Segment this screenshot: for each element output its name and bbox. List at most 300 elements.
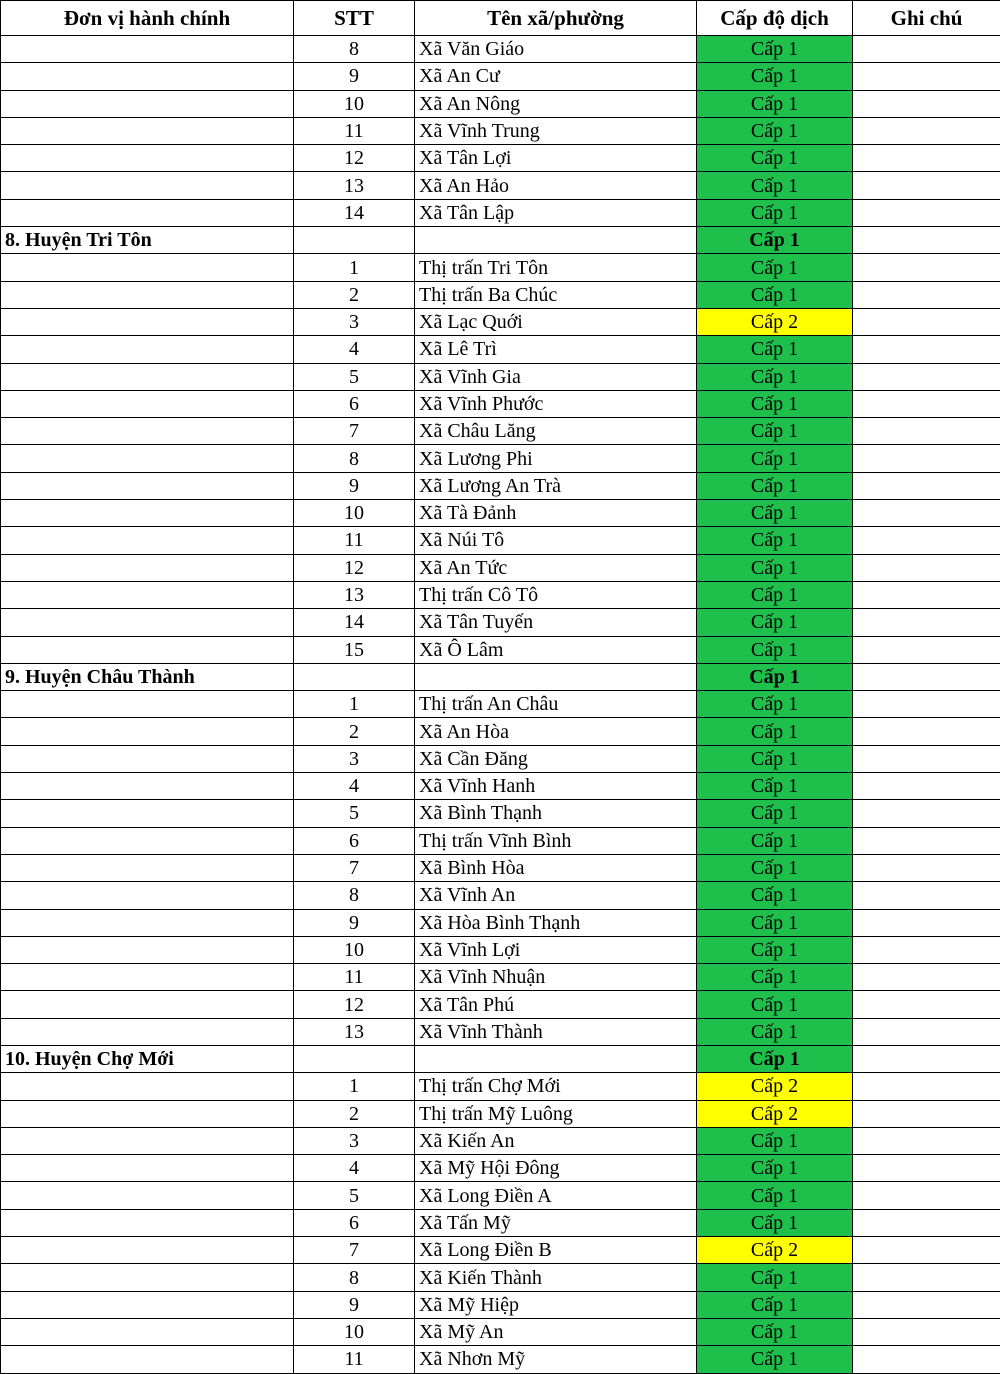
- note-cell: [853, 227, 1000, 254]
- table-row: [1, 854, 1000, 881]
- unit-cell: [1, 554, 294, 581]
- level-cell: Cấp 1: [697, 1155, 853, 1182]
- table-header: [1, 1, 1000, 36]
- note-cell: [853, 882, 1000, 909]
- unit-cell: [1, 964, 294, 991]
- note-cell: [853, 500, 1000, 527]
- stt-cell: 13: [294, 172, 415, 199]
- name-cell: Xã An Tức: [415, 554, 697, 581]
- name-cell: Xã Cần Đăng: [415, 745, 697, 772]
- name-cell: Xã Lương An Trà: [415, 472, 697, 499]
- note-cell: [853, 1346, 1000, 1373]
- level-cell: Cấp 2: [697, 1237, 853, 1264]
- unit-cell: [1, 308, 294, 335]
- note-cell: [853, 1182, 1000, 1209]
- name-cell: [415, 663, 697, 690]
- stt-cell: 4: [294, 1155, 415, 1182]
- note-cell: [853, 308, 1000, 335]
- unit-cell: 9. Huyện Châu Thành: [1, 663, 294, 690]
- name-cell: Xã Vĩnh Trung: [415, 117, 697, 144]
- name-cell: Thị trấn Cô Tô: [415, 581, 697, 608]
- unit-cell: [1, 718, 294, 745]
- stt-cell: 9: [294, 909, 415, 936]
- unit-cell: [1, 199, 294, 226]
- table-row: [1, 800, 1000, 827]
- unit-cell: [1, 36, 294, 63]
- table-row: [1, 691, 1000, 718]
- level-cell: Cấp 1: [697, 554, 853, 581]
- unit-cell: [1, 1291, 294, 1318]
- table-row: [1, 1318, 1000, 1345]
- unit-cell: [1, 472, 294, 499]
- level-cell: Cấp 1: [697, 854, 853, 881]
- level-cell: Cấp 1: [697, 882, 853, 909]
- name-cell: Xã Kiến Thành: [415, 1264, 697, 1291]
- level-cell: Cấp 1: [697, 199, 853, 226]
- unit-cell: [1, 636, 294, 663]
- unit-cell: [1, 500, 294, 527]
- level-cell: Cấp 1: [697, 991, 853, 1018]
- table-row: [1, 964, 1000, 991]
- unit-cell: [1, 117, 294, 144]
- note-cell: [853, 854, 1000, 881]
- note-cell: [853, 390, 1000, 417]
- level-cell: Cấp 1: [697, 936, 853, 963]
- level-cell: Cấp 1: [697, 472, 853, 499]
- name-cell: Xã Lạc Quới: [415, 308, 697, 335]
- note-cell: [853, 1209, 1000, 1236]
- note-cell: [853, 800, 1000, 827]
- note-cell: [853, 363, 1000, 390]
- note-cell: [853, 991, 1000, 1018]
- note-cell: [853, 527, 1000, 554]
- unit-cell: [1, 90, 294, 117]
- table-row: [1, 199, 1000, 226]
- level-cell: Cấp 1: [697, 390, 853, 417]
- unit-cell: [1, 172, 294, 199]
- unit-cell: [1, 745, 294, 772]
- name-cell: Xã Vĩnh Lợi: [415, 936, 697, 963]
- table-row: [1, 636, 1000, 663]
- level-cell: Cấp 1: [697, 117, 853, 144]
- district-row: [1, 663, 1000, 690]
- table-body: [1, 36, 1000, 1374]
- note-cell: [853, 281, 1000, 308]
- name-cell: Xã Tấn Mỹ: [415, 1209, 697, 1236]
- stt-cell: 9: [294, 63, 415, 90]
- stt-cell: 3: [294, 308, 415, 335]
- unit-cell: [1, 691, 294, 718]
- level-cell: Cấp 1: [697, 1045, 853, 1072]
- name-cell: Xã Ô Lâm: [415, 636, 697, 663]
- table-row: [1, 1155, 1000, 1182]
- name-cell: Xã Tân Lập: [415, 199, 697, 226]
- table-row: [1, 336, 1000, 363]
- note-cell: [853, 145, 1000, 172]
- note-cell: [853, 36, 1000, 63]
- table-row: [1, 827, 1000, 854]
- unit-cell: [1, 363, 294, 390]
- stt-cell: 9: [294, 1291, 415, 1318]
- note-cell: [853, 172, 1000, 199]
- unit-cell: [1, 991, 294, 1018]
- level-cell: Cấp 1: [697, 145, 853, 172]
- table-row: [1, 172, 1000, 199]
- note-cell: [853, 1073, 1000, 1100]
- note-cell: [853, 827, 1000, 854]
- stt-cell: 6: [294, 1209, 415, 1236]
- stt-cell: 13: [294, 581, 415, 608]
- district-row: [1, 227, 1000, 254]
- stt-cell: 8: [294, 1264, 415, 1291]
- note-cell: [853, 691, 1000, 718]
- note-cell: [853, 1127, 1000, 1154]
- unit-cell: [1, 1127, 294, 1154]
- name-cell: Thị trấn An Châu: [415, 691, 697, 718]
- table-row: [1, 1291, 1000, 1318]
- level-cell: Cấp 1: [697, 800, 853, 827]
- note-cell: [853, 1018, 1000, 1045]
- level-cell: Cấp 1: [697, 363, 853, 390]
- table-row: [1, 36, 1000, 63]
- name-cell: Xã Vĩnh Hanh: [415, 773, 697, 800]
- level-cell: Cấp 1: [697, 445, 853, 472]
- stt-cell: 6: [294, 827, 415, 854]
- name-cell: Xã Tân Phú: [415, 991, 697, 1018]
- level-cell: Cấp 1: [697, 1291, 853, 1318]
- name-cell: Xã Lương Phi: [415, 445, 697, 472]
- stt-cell: 1: [294, 691, 415, 718]
- unit-cell: [1, 1182, 294, 1209]
- stt-cell: 10: [294, 1318, 415, 1345]
- name-cell: Xã Tân Tuyến: [415, 609, 697, 636]
- table-row: [1, 418, 1000, 445]
- table-row: [1, 991, 1000, 1018]
- stt-cell: 8: [294, 882, 415, 909]
- unit-cell: [1, 281, 294, 308]
- level-cell: Cấp 1: [697, 964, 853, 991]
- note-cell: [853, 909, 1000, 936]
- name-cell: Xã Mỹ An: [415, 1318, 697, 1345]
- level-cell: Cấp 1: [697, 527, 853, 554]
- note-cell: [853, 90, 1000, 117]
- level-cell: Cấp 1: [697, 281, 853, 308]
- unit-cell: [1, 336, 294, 363]
- stt-cell: 5: [294, 363, 415, 390]
- name-cell: [415, 227, 697, 254]
- name-cell: Xã Mỹ Hiệp: [415, 1291, 697, 1318]
- name-cell: Xã Tân Lợi: [415, 145, 697, 172]
- unit-cell: [1, 1100, 294, 1127]
- unit-cell: [1, 827, 294, 854]
- name-cell: Xã Vĩnh Nhuận: [415, 964, 697, 991]
- level-cell: Cấp 1: [697, 172, 853, 199]
- unit-cell: [1, 1155, 294, 1182]
- header-stt: STT: [294, 1, 415, 36]
- note-cell: [853, 663, 1000, 690]
- table-row: [1, 63, 1000, 90]
- table-row: [1, 117, 1000, 144]
- table-row: [1, 554, 1000, 581]
- stt-cell: 12: [294, 991, 415, 1018]
- table-row: [1, 445, 1000, 472]
- name-cell: Xã Lê Trì: [415, 336, 697, 363]
- name-cell: Xã Vĩnh Gia: [415, 363, 697, 390]
- stt-cell: 9: [294, 472, 415, 499]
- table-row: [1, 909, 1000, 936]
- unit-cell: [1, 609, 294, 636]
- table-row: [1, 145, 1000, 172]
- name-cell: Xã Bình Hòa: [415, 854, 697, 881]
- level-cell: Cấp 1: [697, 1264, 853, 1291]
- level-cell: Cấp 1: [697, 1346, 853, 1373]
- name-cell: Xã An Hòa: [415, 718, 697, 745]
- stt-cell: 13: [294, 1018, 415, 1045]
- table-row: [1, 773, 1000, 800]
- unit-cell: [1, 800, 294, 827]
- unit-cell: 10. Huyện Chợ Mới: [1, 1045, 294, 1072]
- level-cell: Cấp 2: [697, 1073, 853, 1100]
- note-cell: [853, 718, 1000, 745]
- header-level: Cấp độ dịch: [697, 1, 853, 36]
- unit-cell: [1, 1237, 294, 1264]
- stt-cell: 5: [294, 800, 415, 827]
- level-cell: Cấp 1: [697, 718, 853, 745]
- name-cell: Xã Mỹ Hội Đông: [415, 1155, 697, 1182]
- note-cell: [853, 745, 1000, 772]
- level-cell: Cấp 1: [697, 636, 853, 663]
- stt-cell: 12: [294, 554, 415, 581]
- name-cell: Xã Long Điền B: [415, 1237, 697, 1264]
- table-row: [1, 472, 1000, 499]
- table-row: [1, 1073, 1000, 1100]
- unit-cell: 8. Huyện Tri Tôn: [1, 227, 294, 254]
- level-cell: Cấp 1: [697, 909, 853, 936]
- stt-cell: 10: [294, 90, 415, 117]
- stt-cell: 5: [294, 1182, 415, 1209]
- unit-cell: [1, 145, 294, 172]
- stt-cell: 11: [294, 1346, 415, 1373]
- table-row: [1, 500, 1000, 527]
- level-cell: Cấp 1: [697, 418, 853, 445]
- name-cell: Xã Châu Lăng: [415, 418, 697, 445]
- table-row: [1, 1182, 1000, 1209]
- stt-cell: 1: [294, 1073, 415, 1100]
- name-cell: Xã Vĩnh Phước: [415, 390, 697, 417]
- table-row: [1, 1264, 1000, 1291]
- name-cell: Xã An Cư: [415, 63, 697, 90]
- stt-cell: [294, 227, 415, 254]
- table-row: [1, 254, 1000, 281]
- level-cell: Cấp 1: [697, 336, 853, 363]
- table-row: [1, 363, 1000, 390]
- unit-cell: [1, 1264, 294, 1291]
- note-cell: [853, 936, 1000, 963]
- stt-cell: 4: [294, 773, 415, 800]
- unit-cell: [1, 854, 294, 881]
- level-cell: Cấp 1: [697, 1182, 853, 1209]
- name-cell: Xã Tà Đảnh: [415, 500, 697, 527]
- note-cell: [853, 1264, 1000, 1291]
- table-row: [1, 390, 1000, 417]
- level-cell: Cấp 1: [697, 254, 853, 281]
- stt-cell: 3: [294, 1127, 415, 1154]
- level-cell: Cấp 1: [697, 1209, 853, 1236]
- level-cell: Cấp 1: [697, 227, 853, 254]
- name-cell: Xã An Hảo: [415, 172, 697, 199]
- level-cell: Cấp 1: [697, 36, 853, 63]
- unit-cell: [1, 1073, 294, 1100]
- table-row: [1, 609, 1000, 636]
- name-cell: Xã Bình Thạnh: [415, 800, 697, 827]
- level-cell: Cấp 1: [697, 827, 853, 854]
- unit-cell: [1, 936, 294, 963]
- header-unit: Đơn vị hành chính: [1, 1, 294, 36]
- unit-cell: [1, 1318, 294, 1345]
- unit-cell: [1, 390, 294, 417]
- table-row: [1, 1018, 1000, 1045]
- table-row: [1, 882, 1000, 909]
- level-cell: Cấp 1: [697, 663, 853, 690]
- stt-cell: 7: [294, 418, 415, 445]
- name-cell: Thị trấn Tri Tôn: [415, 254, 697, 281]
- unit-cell: [1, 909, 294, 936]
- unit-cell: [1, 254, 294, 281]
- table-row: [1, 90, 1000, 117]
- level-cell: Cấp 1: [697, 63, 853, 90]
- table-row: [1, 718, 1000, 745]
- name-cell: Xã Long Điền A: [415, 1182, 697, 1209]
- unit-cell: [1, 1018, 294, 1045]
- stt-cell: [294, 663, 415, 690]
- note-cell: [853, 1291, 1000, 1318]
- note-cell: [853, 609, 1000, 636]
- note-cell: [853, 1318, 1000, 1345]
- note-cell: [853, 581, 1000, 608]
- level-cell: Cấp 1: [697, 1127, 853, 1154]
- unit-cell: [1, 581, 294, 608]
- level-cell: Cấp 2: [697, 308, 853, 335]
- header-row: [1, 1, 1000, 36]
- note-cell: [853, 418, 1000, 445]
- table-row: [1, 936, 1000, 963]
- stt-cell: 11: [294, 964, 415, 991]
- name-cell: Xã An Nông: [415, 90, 697, 117]
- header-note: Ghi chú: [853, 1, 1000, 36]
- note-cell: [853, 199, 1000, 226]
- unit-cell: [1, 882, 294, 909]
- table-row: [1, 1209, 1000, 1236]
- unit-cell: [1, 527, 294, 554]
- header-name: Tên xã/phường: [415, 1, 697, 36]
- level-cell: Cấp 1: [697, 773, 853, 800]
- stt-cell: 11: [294, 117, 415, 144]
- name-cell: Xã Kiến An: [415, 1127, 697, 1154]
- note-cell: [853, 964, 1000, 991]
- stt-cell: 14: [294, 609, 415, 636]
- stt-cell: 8: [294, 36, 415, 63]
- stt-cell: 14: [294, 199, 415, 226]
- stt-cell: 15: [294, 636, 415, 663]
- name-cell: Xã Nhơn Mỹ: [415, 1346, 697, 1373]
- note-cell: [853, 472, 1000, 499]
- unit-cell: [1, 63, 294, 90]
- name-cell: Thị trấn Chợ Mới: [415, 1073, 697, 1100]
- level-cell: Cấp 1: [697, 1018, 853, 1045]
- level-cell: Cấp 1: [697, 745, 853, 772]
- unit-cell: [1, 418, 294, 445]
- name-cell: Thị trấn Vĩnh Bình: [415, 827, 697, 854]
- unit-cell: [1, 1209, 294, 1236]
- stt-cell: 6: [294, 390, 415, 417]
- table-row: [1, 1127, 1000, 1154]
- name-cell: Xã Vĩnh Thành: [415, 1018, 697, 1045]
- note-cell: [853, 1100, 1000, 1127]
- unit-cell: [1, 773, 294, 800]
- note-cell: [853, 773, 1000, 800]
- table-row: [1, 1346, 1000, 1373]
- note-cell: [853, 554, 1000, 581]
- name-cell: Thị trấn Mỹ Luông: [415, 1100, 697, 1127]
- name-cell: Thị trấn Ba Chúc: [415, 281, 697, 308]
- table-row: [1, 308, 1000, 335]
- table-row: [1, 1237, 1000, 1264]
- stt-cell: 8: [294, 445, 415, 472]
- name-cell: [415, 1045, 697, 1072]
- level-cell: Cấp 2: [697, 1100, 853, 1127]
- stt-cell: 4: [294, 336, 415, 363]
- stt-cell: 7: [294, 1237, 415, 1264]
- name-cell: Xã Vĩnh An: [415, 882, 697, 909]
- stt-cell: 12: [294, 145, 415, 172]
- stt-cell: 2: [294, 281, 415, 308]
- stt-cell: 1: [294, 254, 415, 281]
- table-row: [1, 1100, 1000, 1127]
- stt-cell: 10: [294, 500, 415, 527]
- level-cell: Cấp 1: [697, 500, 853, 527]
- note-cell: [853, 445, 1000, 472]
- name-cell: Xã Văn Giáo: [415, 36, 697, 63]
- note-cell: [853, 1045, 1000, 1072]
- table-row: [1, 745, 1000, 772]
- note-cell: [853, 636, 1000, 663]
- district-row: [1, 1045, 1000, 1072]
- stt-cell: 2: [294, 1100, 415, 1127]
- level-cell: Cấp 1: [697, 581, 853, 608]
- note-cell: [853, 1155, 1000, 1182]
- unit-cell: [1, 1346, 294, 1373]
- stt-cell: 2: [294, 718, 415, 745]
- stt-cell: 11: [294, 527, 415, 554]
- level-cell: Cấp 1: [697, 90, 853, 117]
- note-cell: [853, 1237, 1000, 1264]
- stt-cell: 7: [294, 854, 415, 881]
- level-cell: Cấp 1: [697, 691, 853, 718]
- stt-cell: [294, 1045, 415, 1072]
- stt-cell: 10: [294, 936, 415, 963]
- note-cell: [853, 336, 1000, 363]
- table-row: [1, 527, 1000, 554]
- level-cell: Cấp 1: [697, 609, 853, 636]
- table-row: [1, 581, 1000, 608]
- level-cell: Cấp 1: [697, 1318, 853, 1345]
- unit-cell: [1, 445, 294, 472]
- note-cell: [853, 254, 1000, 281]
- note-cell: [853, 117, 1000, 144]
- note-cell: [853, 63, 1000, 90]
- table-row: [1, 281, 1000, 308]
- name-cell: Xã Hòa Bình Thạnh: [415, 909, 697, 936]
